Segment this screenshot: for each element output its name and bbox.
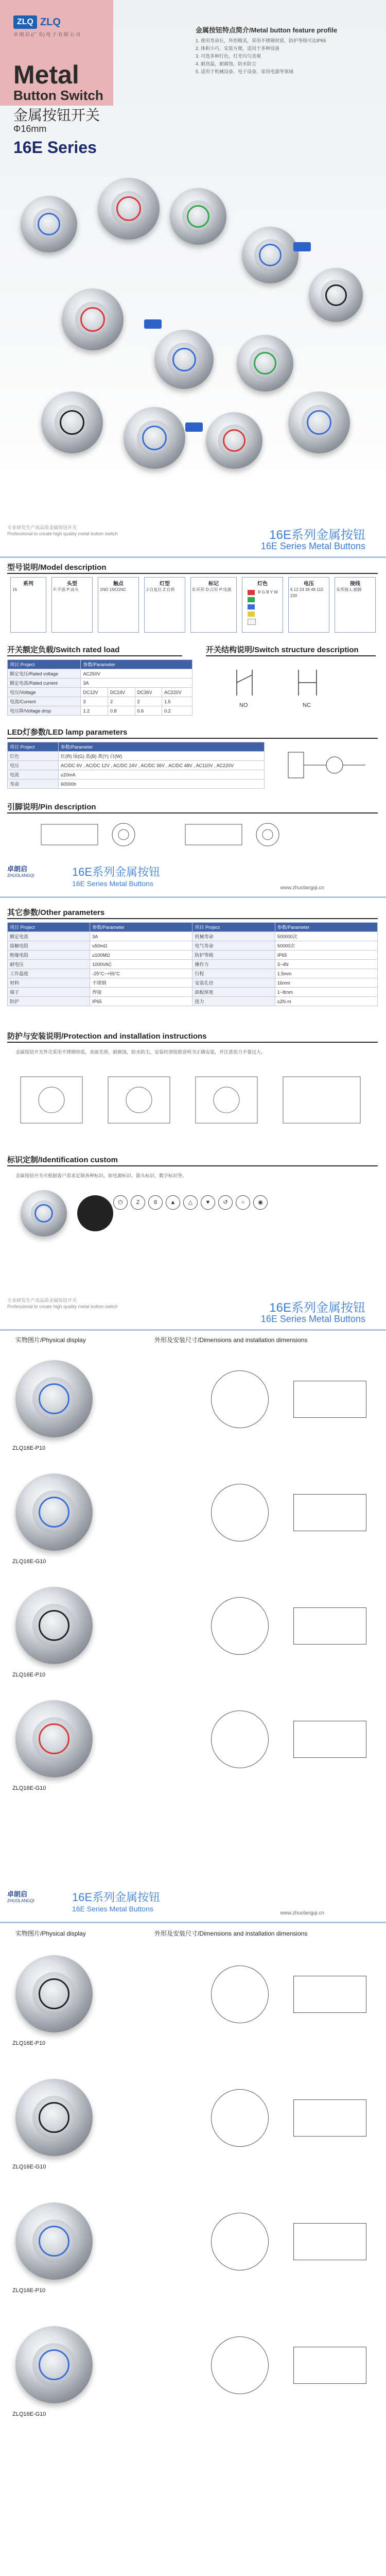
table-cell: 工作温度 xyxy=(8,969,90,978)
logo-brand: ZLQ xyxy=(40,16,61,28)
hero-section xyxy=(0,0,386,515)
table-header-cell: 参数/Parameter xyxy=(90,923,192,932)
logo-small xyxy=(7,1889,34,1903)
table-cell: 16mm xyxy=(275,978,377,988)
table-cell: AC220V xyxy=(162,688,192,697)
product-photo-button xyxy=(62,289,124,350)
side-view-drawing xyxy=(293,2347,366,2384)
table-cell: AC/DC 6V , AC/DC 12V , AC/DC 24V , AC/DC 36V , AC/DC 48V , AC110V , AC220V xyxy=(59,761,265,770)
model-col-body: S:焊接 L:插脚 xyxy=(337,587,362,592)
section-header xyxy=(0,1886,386,1923)
table-cell: 接触电阻 xyxy=(8,941,90,951)
table-cell: 3A xyxy=(90,932,192,941)
protection-text: 金属按钮开关外壳采用不锈钢材质，表面光滑，耐腐蚀，防水防尘，安装时请按照说明书正确安装，并注意扭力不要过大。 xyxy=(15,1049,266,1055)
table-cell: AC250V xyxy=(81,669,192,679)
table-cell: 0.2 xyxy=(162,706,192,716)
ident-text: 金属按钮开关可根据客户需求定制各种标识，如电源标识、箭头标识、数字标识等。 xyxy=(15,1173,187,1178)
table-row xyxy=(8,997,378,1006)
product-photo-button xyxy=(15,1360,93,1437)
dimension-row xyxy=(5,1350,381,1458)
side-view-drawing xyxy=(293,2223,366,2260)
model-col-body: F:平面 P:高头 xyxy=(54,587,79,592)
table-cell: 不锈钢 xyxy=(90,978,192,988)
hero-title-metal: Metal xyxy=(13,60,79,89)
table-cell: 电压/Voltage xyxy=(8,688,81,697)
model-description-box xyxy=(10,577,376,639)
table-cell: 防护 xyxy=(8,997,90,1006)
table-cell: 2 xyxy=(108,697,135,706)
model-col xyxy=(10,577,46,633)
ident-symbol: ▲ xyxy=(166,1195,180,1210)
dimension-row xyxy=(5,2069,381,2177)
table-row xyxy=(8,988,378,997)
color-swatch-blue xyxy=(248,604,255,609)
profile-item: 4. 耐高温，耐腐蚀，防水防尘 xyxy=(196,61,257,66)
pin-diagram xyxy=(21,817,371,853)
params-section xyxy=(0,860,386,1288)
table-header-cell: 项目 Project xyxy=(8,660,81,669)
model-col-head: 标记 xyxy=(208,581,219,587)
table-cell: 1.2 xyxy=(81,706,108,716)
logo-small-text: 卓朗启 xyxy=(7,1890,28,1898)
header-title-cn: 16E系列金属按钮 xyxy=(72,1891,161,1904)
ident-symbol: ⏻ xyxy=(113,1195,128,1210)
rated-load-table xyxy=(7,659,192,716)
table-cell: 额定电流 xyxy=(8,932,90,941)
table-header-row xyxy=(8,660,192,669)
table-cell: 额定电流/Rated current xyxy=(8,679,81,688)
side-view-drawing xyxy=(293,1381,366,1418)
led-circuit-diagram xyxy=(278,742,376,788)
header-small-en: Professional to create high quality metal button switch xyxy=(7,531,118,536)
model-label: ZLQ16E-G10 xyxy=(12,2411,46,2417)
header-title-cn: 16E系列金属按钮 xyxy=(72,866,161,878)
model-col-head: 触点 xyxy=(113,581,124,587)
front-view-drawing xyxy=(211,1710,269,1768)
table-row xyxy=(8,669,192,679)
header-small-cn: 专业研发生产高品质金属按钮开关 xyxy=(7,1298,77,1303)
model-col-body: J:自复位 Z:自锁 xyxy=(146,587,175,592)
model-label: ZLQ16E-G10 xyxy=(12,2164,46,2170)
product-photo-button xyxy=(15,1700,93,1777)
brand-logo xyxy=(13,15,101,38)
model-label: ZLQ16E-P10 xyxy=(12,1672,46,1678)
header-small-en: Professional to create high quality metal button switch xyxy=(7,1304,118,1309)
ident-symbol: Z xyxy=(131,1195,145,1210)
product-photo-button xyxy=(124,407,185,469)
logo-small-text: 卓朗启 xyxy=(7,865,28,873)
front-view-drawing xyxy=(211,2213,269,2270)
table-cell: IP65 xyxy=(90,997,192,1006)
table-header-cell: 参数/Parameter xyxy=(81,660,192,669)
physical-display-heading: 实物图片/Physical display xyxy=(15,1930,86,1937)
table-cell: 1000VAC xyxy=(90,960,192,969)
model-label: ZLQ16E-G10 xyxy=(12,1785,46,1791)
table-cell: 电气寿命 xyxy=(192,941,275,951)
table-row xyxy=(8,679,192,688)
struct-label-nc: NC xyxy=(303,702,311,708)
front-view-drawing xyxy=(211,2336,269,2394)
table-cell: 1.5 xyxy=(162,697,192,706)
section-header xyxy=(0,520,386,558)
dimension-row xyxy=(5,1577,381,1685)
model-col-head: 接线 xyxy=(350,581,360,587)
table-cell: 3 xyxy=(81,697,108,706)
logo-small-sub: ZHUOLANGQI xyxy=(7,1899,34,1903)
table-cell: 3A xyxy=(81,679,192,688)
side-view-drawing xyxy=(293,1494,366,1531)
model-label: ZLQ16E-P10 xyxy=(12,1445,46,1451)
table-row xyxy=(8,969,378,978)
model-label: ZLQ16E-G10 xyxy=(12,1558,46,1565)
table-cell: ≤50mΩ xyxy=(90,941,192,951)
dimension-row xyxy=(5,2316,381,2424)
product-photo-button xyxy=(41,392,103,453)
dimensions-section-2 xyxy=(0,1886,386,2576)
color-swatch-yellow xyxy=(248,612,255,617)
ident-symbol: ◉ xyxy=(253,1195,268,1210)
product-photo-black-button xyxy=(77,1195,113,1231)
ident-title-text: 标识定制/Identification custom xyxy=(7,1156,118,1164)
table-cell: 寿命 xyxy=(8,779,59,789)
table-row xyxy=(8,978,378,988)
product-photo-button xyxy=(206,412,262,469)
led-title-text: LED灯参数/LED lamp parameters xyxy=(7,728,128,737)
model-col xyxy=(51,577,93,633)
table-cell: 材料 xyxy=(8,978,90,988)
table-row xyxy=(8,752,265,761)
website-text: www.zhuolangqi.cn xyxy=(280,885,324,891)
model-col-head: 电压 xyxy=(304,581,314,587)
table-cell: 行程 xyxy=(192,969,275,978)
table-row xyxy=(8,761,265,770)
table-cell: 1~8mm xyxy=(275,988,377,997)
table-header-cell: 项目 Project xyxy=(8,923,90,932)
table-cell: IP65 xyxy=(275,951,377,960)
table-cell: 电压降/Voltage drop xyxy=(8,706,81,716)
table-cell: 60000h xyxy=(59,779,265,789)
ident-symbol: ↺ xyxy=(218,1195,233,1210)
model-col-head: 头型 xyxy=(67,581,77,587)
dimension-row xyxy=(5,1463,381,1571)
product-photo-base xyxy=(293,242,311,251)
logo-small-sub: ZHUOLANGQI xyxy=(7,873,34,878)
ident-symbol-row xyxy=(113,1195,371,1210)
table-cell: 面板厚度 xyxy=(192,988,275,997)
model-col-body: 6 12 24 36 48 110 220 xyxy=(290,587,323,598)
model-col-head: 灯型 xyxy=(160,581,170,587)
side-view-drawing xyxy=(293,1721,366,1758)
spec-section xyxy=(0,520,386,855)
protection-title xyxy=(7,1030,207,1041)
table-cell: -25°C~+55°C xyxy=(90,969,192,978)
model-col-body: 1NO 1NO1NC xyxy=(100,587,127,592)
switch-structure-diagram xyxy=(216,659,371,711)
table-row xyxy=(8,688,192,697)
product-photo-button xyxy=(15,1473,93,1551)
header-title xyxy=(72,867,160,889)
table-cell: 绝缘电阻 xyxy=(8,951,90,960)
ident-symbol: ○ xyxy=(236,1195,250,1210)
product-photo-button xyxy=(309,268,363,322)
product-photo-button xyxy=(15,2202,93,2280)
table-cell: 安装孔径 xyxy=(192,978,275,988)
table-cell: 1.5mm xyxy=(275,969,377,978)
table-header-cell: 项目 Project xyxy=(192,923,275,932)
table-cell: 扭力 xyxy=(192,997,275,1006)
product-photo-button xyxy=(15,1587,93,1664)
led-title xyxy=(7,726,127,737)
table-row xyxy=(8,960,378,969)
model-col-body: 16 xyxy=(12,587,17,592)
model-col-body: R G B Y W xyxy=(258,590,278,595)
table-cell: 机械寿命 xyxy=(192,932,275,941)
table-cell: 500000次 xyxy=(275,932,377,941)
profile-heading: 金属按钮特点简介/Metal button feature profile xyxy=(196,26,338,34)
side-view-drawing xyxy=(293,1607,366,1645)
logo-small xyxy=(7,863,34,878)
table-cell: ≤20mA xyxy=(59,770,265,779)
product-photo-button xyxy=(21,196,77,252)
physical-display-heading: 实物图片/Physical display xyxy=(15,1336,86,1344)
table-row xyxy=(8,941,378,951)
table-row xyxy=(8,951,378,960)
model-title xyxy=(7,562,107,572)
table-cell: 0.6 xyxy=(135,706,162,716)
table-cell: DC24V xyxy=(108,688,135,697)
table-cell: 防护等级 xyxy=(192,951,275,960)
ident-symbol: △ xyxy=(183,1195,198,1210)
other-params-title-text: 其它参数/Other parameters xyxy=(7,908,105,917)
dimensions-heading: 外形及安装尺寸/Dimensions and installation dimensions xyxy=(154,1336,308,1344)
table-cell: 额定电压/Rated voltage xyxy=(8,669,81,679)
ident-symbol: 8 xyxy=(148,1195,163,1210)
structure-title xyxy=(206,644,359,655)
product-photo-button xyxy=(242,227,299,283)
other-params-table xyxy=(7,922,378,1006)
table-cell: ≤2N·m xyxy=(275,997,377,1006)
table-cell: 端子 xyxy=(8,988,90,997)
table-row xyxy=(8,932,378,941)
protection-diagram xyxy=(15,1066,371,1133)
table-cell: ≥100MΩ xyxy=(90,951,192,960)
table-cell: 操作力 xyxy=(192,960,275,969)
product-photo-button xyxy=(288,392,350,453)
front-view-drawing xyxy=(211,1597,269,1655)
table-header-row xyxy=(8,742,265,752)
table-cell: DC12V xyxy=(81,688,108,697)
dimension-row xyxy=(5,1690,381,1798)
header-small-text xyxy=(7,524,118,537)
other-params-title xyxy=(7,907,104,918)
table-row xyxy=(8,779,265,789)
model-col xyxy=(144,577,185,633)
dimension-row xyxy=(5,2192,381,2300)
profile-item: 3. 可选多种灯色，灯光均匀美观 xyxy=(196,54,261,59)
profile-item: 1. 使用寿命长，外形精美，采用不锈钢材质，防护等级可达IP65 xyxy=(196,38,326,43)
header-series-en: 16E Series Metal Buttons xyxy=(260,1314,365,1324)
section-header xyxy=(0,860,386,898)
product-photo-base xyxy=(185,422,203,432)
table-header-cell: 项目 Project xyxy=(8,742,59,752)
side-view-drawing xyxy=(293,1976,366,2013)
table-cell: 0.8 xyxy=(108,706,135,716)
color-swatch-white xyxy=(248,619,256,625)
front-view-drawing xyxy=(211,1965,269,2023)
dimensions-heading: 外形及安装尺寸/Dimensions and installation dimensions xyxy=(154,1930,308,1937)
table-cell: 灯色 xyxy=(8,752,59,761)
header-title xyxy=(72,1892,160,1914)
color-swatch-green xyxy=(248,597,255,602)
hero-title-button-switch: Button Switch xyxy=(13,88,103,103)
model-label: ZLQ16E-P10 xyxy=(12,2287,46,2294)
table-cell: 耐电压 xyxy=(8,960,90,969)
website-text: www.zhuolangqi.cn xyxy=(280,1910,324,1916)
product-photo-button xyxy=(15,2326,93,2403)
product-photo-button xyxy=(15,1955,93,2032)
front-view-drawing xyxy=(211,1370,269,1428)
table-header-row xyxy=(8,923,378,932)
structure-title-text: 开关结构说明/Switch structure description xyxy=(206,646,359,654)
section-header xyxy=(0,1293,386,1331)
front-view-drawing xyxy=(211,1484,269,1541)
side-view-drawing xyxy=(293,2099,366,2137)
header-title-en: 16E Series Metal Buttons xyxy=(72,1905,153,1913)
table-cell: 50000次 xyxy=(275,941,377,951)
product-photo-button xyxy=(170,188,226,245)
model-col-head: 系列 xyxy=(23,581,33,587)
dimensions-section-1 xyxy=(0,1293,386,1880)
product-photo-button xyxy=(237,335,293,392)
table-cell: 2 xyxy=(135,697,162,706)
header-title-en: 16E Series Metal Buttons xyxy=(72,879,153,888)
rated-load-title-text: 开关额定负载/Switch rated load xyxy=(7,646,120,654)
rated-load-title xyxy=(7,644,119,655)
front-view-drawing xyxy=(211,2089,269,2147)
profile-list xyxy=(196,37,376,76)
ident-title xyxy=(7,1154,118,1165)
table-row xyxy=(8,770,265,779)
hero-title-series: 16E Series xyxy=(13,138,97,157)
protection-title-text: 防护与安装说明/Protection and installation instructions xyxy=(7,1032,207,1041)
header-series-cn: 16E系列金属按钮 xyxy=(269,1301,365,1315)
logo-company-cn: 卓 朗 启 (广 东) 电 子 有 限 公 司 xyxy=(13,32,80,37)
table-cell: 电压 xyxy=(8,761,59,770)
model-col xyxy=(190,577,237,633)
model-label: ZLQ16E-P10 xyxy=(12,2040,46,2046)
table-cell: 电流 xyxy=(8,770,59,779)
model-col xyxy=(288,577,329,633)
table-cell: DC36V xyxy=(135,688,162,697)
table-row xyxy=(8,697,192,706)
product-photo-button xyxy=(21,1190,67,1236)
product-photo-base xyxy=(144,319,162,329)
table-cell: 电流/Current xyxy=(8,697,81,706)
product-photo-button xyxy=(154,330,214,389)
struct-label-no: NO xyxy=(239,702,248,708)
product-photo-button xyxy=(15,2079,93,2156)
product-photo-button xyxy=(98,178,160,240)
model-col-body: E:环形 D:点形 P:电源 xyxy=(192,587,232,592)
header-series-en: 16E Series Metal Buttons xyxy=(260,541,365,551)
color-swatch-red xyxy=(248,590,255,595)
model-col-head: 灯色 xyxy=(257,581,268,587)
ident-symbol: ▼ xyxy=(201,1195,215,1210)
model-col xyxy=(98,577,139,633)
table-header-cell: 参数/Parameter xyxy=(275,923,377,932)
hero-title-size: Φ16mm xyxy=(13,124,47,134)
profile-item: 2. 体积小巧，安装方便，适用于多种设备 xyxy=(196,46,280,51)
header-small-cn: 专业研发生产高品质金属按钮开关 xyxy=(7,525,77,530)
model-col xyxy=(335,577,376,633)
table-cell: 焊接 xyxy=(90,988,192,997)
pin-title-text: 引脚说明/Pin description xyxy=(7,803,96,811)
led-table xyxy=(7,742,265,789)
profile-item: 5. 适用于机械设备、电子设备、家用电器等领域 xyxy=(196,69,294,74)
model-title-text: 型号说明/Model description xyxy=(7,563,107,572)
table-row xyxy=(8,706,192,716)
model-col xyxy=(242,577,283,633)
table-cell: 3~4N xyxy=(275,960,377,969)
header-series-cn: 16E系列金属按钮 xyxy=(269,528,365,542)
dimension-row xyxy=(5,1945,381,2053)
table-cell: 红(R) 绿(G) 蓝(B) 黄(Y) 白(W) xyxy=(59,752,265,761)
logo-mark: ZLQ xyxy=(13,15,37,29)
hero-title-cn: 金属按钮开关 xyxy=(13,107,100,123)
header-small-text xyxy=(7,1297,118,1310)
table-header-cell: 参数/Parameter xyxy=(59,742,265,752)
pin-title xyxy=(7,801,96,812)
